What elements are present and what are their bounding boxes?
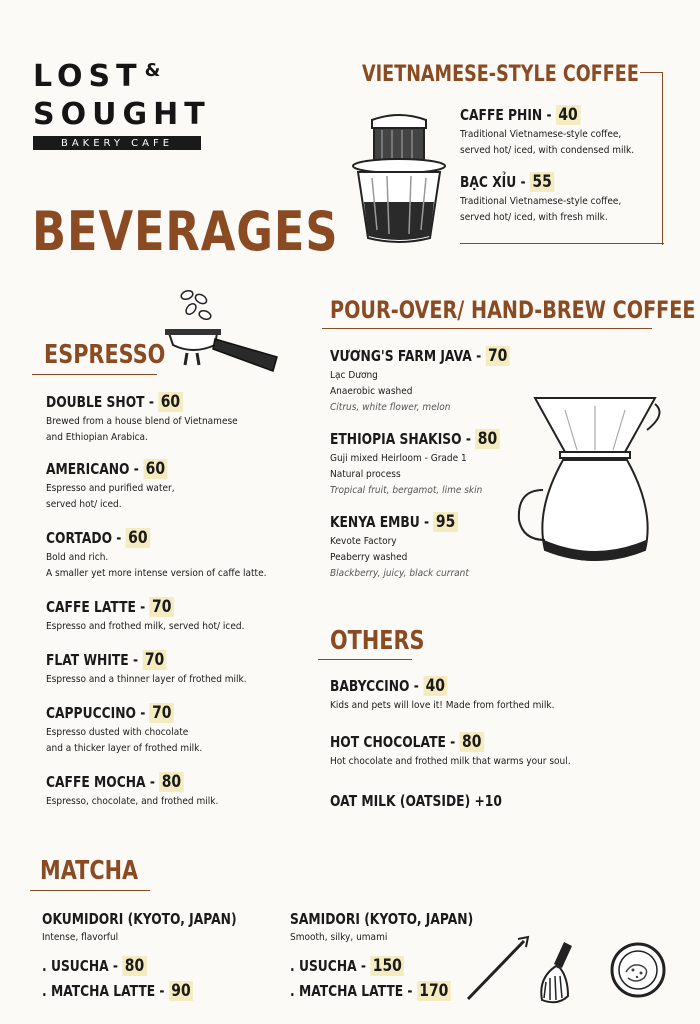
price-tag: 95 — [433, 512, 457, 532]
item-origin: Guji mixed Heirloom - Grade 1 — [330, 453, 467, 464]
item-desc: Smooth, silky, umami — [290, 932, 388, 943]
usucha-line: . USUCHA - 80 — [42, 956, 237, 976]
espresso-title: ESPRESSO — [44, 340, 166, 370]
item-name-line: CAFFE PHIN - 40 — [460, 105, 619, 125]
item-name-line: BABYCCINO - 40 — [330, 676, 535, 696]
brand-line2: SOUGHT — [33, 97, 211, 132]
espresso-item — [46, 597, 267, 635]
pourover-item — [330, 429, 537, 499]
brand-line1: LOST & — [33, 59, 161, 94]
pourover-rule — [322, 328, 652, 329]
item-name-line: HOT CHOCOLATE - 80 — [330, 732, 549, 752]
item-desc: Espresso and frothed milk, served hot/ iced. — [46, 621, 245, 632]
espresso-item — [46, 772, 237, 810]
item-name-line: ETHIOPIA SHAKISO - 80 — [330, 429, 500, 449]
item-desc: Intense, flavorful — [42, 932, 119, 943]
matcha-latte-line: . MATCHA LATTE - 90 — [42, 981, 237, 1001]
others-title: OTHERS — [330, 626, 425, 656]
price-tag: 40 — [556, 105, 580, 125]
item-desc: and Ethiopian Arabica. — [46, 432, 148, 443]
page-title: BEVERAGES — [32, 200, 339, 263]
item-desc: Espresso and a thinner layer of frothed milk. — [46, 674, 247, 685]
item-origin: Kevote Factory — [330, 536, 397, 547]
matcha-title: MATCHA — [40, 856, 139, 886]
espresso-item — [46, 528, 291, 582]
item-process: Natural process — [330, 469, 401, 480]
item-desc: Traditional Vietnamese-style coffee, — [460, 196, 622, 207]
matcha-latte-line: . MATCHA LATTE - 170 — [290, 981, 473, 1001]
price-tag: 70 — [150, 703, 174, 723]
vietnamese-title: VIETNAMESE-STYLE COFFEE — [362, 62, 639, 87]
matcha-scoop-icon — [462, 935, 532, 1005]
item-name-line: CAFFE LATTE - 70 — [46, 597, 227, 617]
item-process: Anaerobic washed — [330, 386, 413, 397]
item-name-line: FLAT WHITE - 70 — [46, 650, 229, 670]
matcha-whisk-icon — [532, 938, 582, 1006]
price-tag: 70 — [150, 597, 174, 617]
item-process: Peaberry washed — [330, 552, 408, 563]
brand-logo — [33, 59, 211, 150]
item-name-line: SAMIDORI (KYOTO, JAPAN) — [290, 910, 474, 928]
item-desc: Brewed from a house blend of Vietnamese — [46, 416, 238, 427]
price-tag: 80 — [122, 956, 146, 976]
vietnamese-section — [350, 60, 666, 245]
item-name-line: OKUMIDORI (KYOTO, JAPAN) — [42, 910, 237, 928]
price-tag: 80 — [159, 772, 183, 792]
price-tag: 80 — [460, 732, 484, 752]
section-frame-bottom — [460, 243, 664, 244]
item-origin: Lạc Dương — [330, 370, 378, 381]
item-name-line: DOUBLE SHOT - 60 — [46, 392, 221, 412]
price-tag: 60 — [126, 528, 150, 548]
price-tag: 60 — [143, 459, 167, 479]
item-desc: served hot/ iced, with fresh milk. — [460, 212, 608, 223]
item-desc: Hot chocolate and frothed milk that warms your soul. — [330, 756, 571, 767]
item-name-line: BẠC XỈU - 55 — [460, 172, 607, 192]
price-tag: 150 — [370, 956, 404, 976]
item-name-line: CAPPUCCINO - 70 — [46, 703, 188, 723]
item-desc: Bold and rich. — [46, 552, 109, 563]
matcha-item — [42, 910, 279, 1001]
price-tag: 70 — [142, 650, 166, 670]
espresso-item — [46, 459, 194, 513]
others-item — [330, 676, 579, 714]
price-tag: 60 — [158, 392, 182, 412]
espresso-item — [46, 392, 259, 446]
phin-filter-icon — [352, 110, 447, 245]
vietnamese-item — [460, 105, 653, 159]
price-tag: 170 — [417, 981, 451, 1001]
item-tasting-notes: Tropical fruit, bergamot, lime skin — [330, 485, 483, 496]
price-tag: 40 — [423, 676, 447, 696]
brand-tagline: BAKERY CAFE — [33, 136, 201, 150]
item-desc: served hot/ iced, with condensed milk. — [460, 145, 635, 156]
item-name-line: AMERICANO - 60 — [46, 459, 168, 479]
price-tag: 70 — [485, 346, 509, 366]
price-tag: 80 — [475, 429, 499, 449]
item-tasting-notes: Blackberry, juicy, black currant — [330, 568, 469, 579]
espresso-item — [46, 703, 220, 757]
usucha-line: . USUCHA - 150 — [290, 956, 473, 976]
pourover-item — [330, 346, 549, 416]
vietnamese-item — [460, 172, 639, 226]
espresso-item — [46, 650, 269, 688]
oat-milk-addon: OAT MILK (OATSIDE) +10 — [330, 792, 502, 810]
item-name-line: KENYA EMBU - 95 — [330, 512, 458, 532]
price-tag: 90 — [169, 981, 193, 1001]
item-desc: served hot/ iced. — [46, 499, 122, 510]
item-name-line: CORTADO - 60 — [46, 528, 247, 548]
pour-over-dripper-icon — [515, 390, 665, 575]
matcha-rule — [30, 890, 150, 891]
portafilter-icon — [165, 285, 285, 380]
coffee-beans-icon — [180, 289, 212, 321]
item-tasting-notes: Citrus, white flower, melon — [330, 402, 451, 413]
espresso-rule — [32, 374, 157, 375]
item-name-line: VƯƠNG'S FARM JAVA - 70 — [330, 346, 510, 366]
item-name-line: CAFFE MOCHA - 80 — [46, 772, 203, 792]
item-desc: A smaller yet more intense version of caffe latte. — [46, 568, 267, 579]
others-item — [330, 732, 597, 770]
item-desc: Espresso and purified water, — [46, 483, 175, 494]
item-desc: Kids and pets will love it! Made from forthed milk. — [330, 700, 555, 711]
item-desc: Espresso, chocolate, and frothed milk. — [46, 796, 219, 807]
matcha-bowl-icon — [608, 940, 668, 1000]
pourover-item — [330, 512, 486, 582]
item-desc: and a thicker layer of frothed milk. — [46, 743, 203, 754]
price-tag: 55 — [530, 172, 554, 192]
others-rule — [318, 659, 412, 660]
pourover-title: POUR-OVER/ HAND-BREW COFFEE — [330, 296, 696, 324]
item-desc: Traditional Vietnamese-style coffee, — [460, 129, 622, 140]
item-desc: Espresso dusted with chocolate — [46, 727, 189, 738]
